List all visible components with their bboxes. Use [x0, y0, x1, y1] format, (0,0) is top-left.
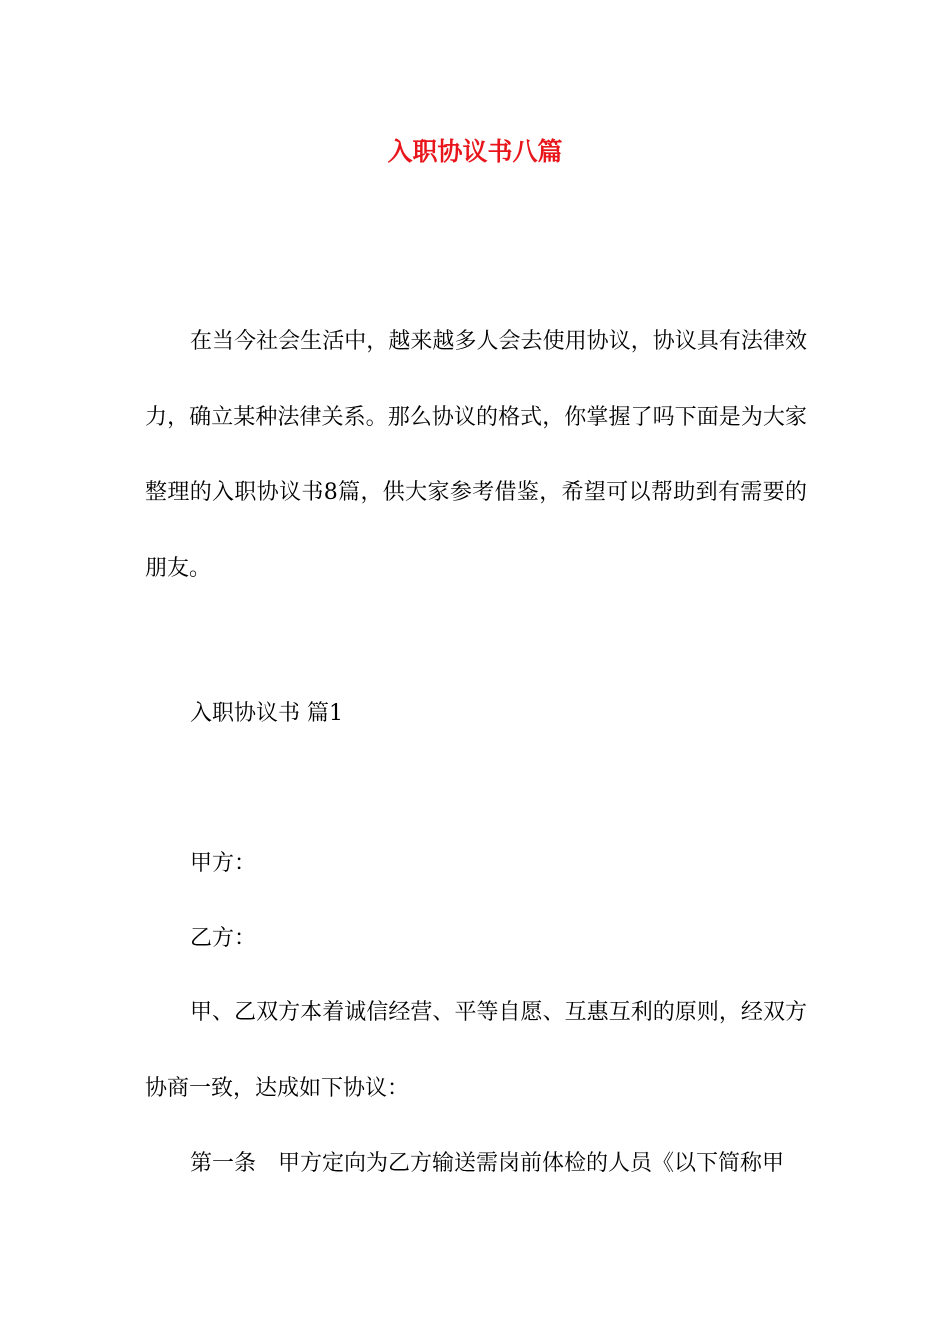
article-1-text: 第一条 甲方定向为乙方输送需岗前体检的人员《以下简称甲 — [190, 1151, 785, 1176]
party-b-label: 乙方： — [190, 926, 257, 951]
intro-paragraph: 在当今社会生活中，越来越多人会去使用协议，协议具有法律效力，确立某种法律关系。那么协议的格式，你掌握了吗下面是为大家整理的入职协议书8篇，供大家参考借鉴，希望可以帮助到有需要的朋友。 — [145, 329, 807, 581]
document-title: 入职协议书八篇 — [387, 137, 563, 166]
party-a-label: 甲方： — [190, 851, 257, 876]
principle-paragraph: 甲、乙双方本着诚信经营、平等自愿、互惠互利的原则，经双方协商一致，达成如下协议： — [145, 1000, 807, 1101]
section-heading: 入职协议书 篇1 — [190, 701, 343, 726]
